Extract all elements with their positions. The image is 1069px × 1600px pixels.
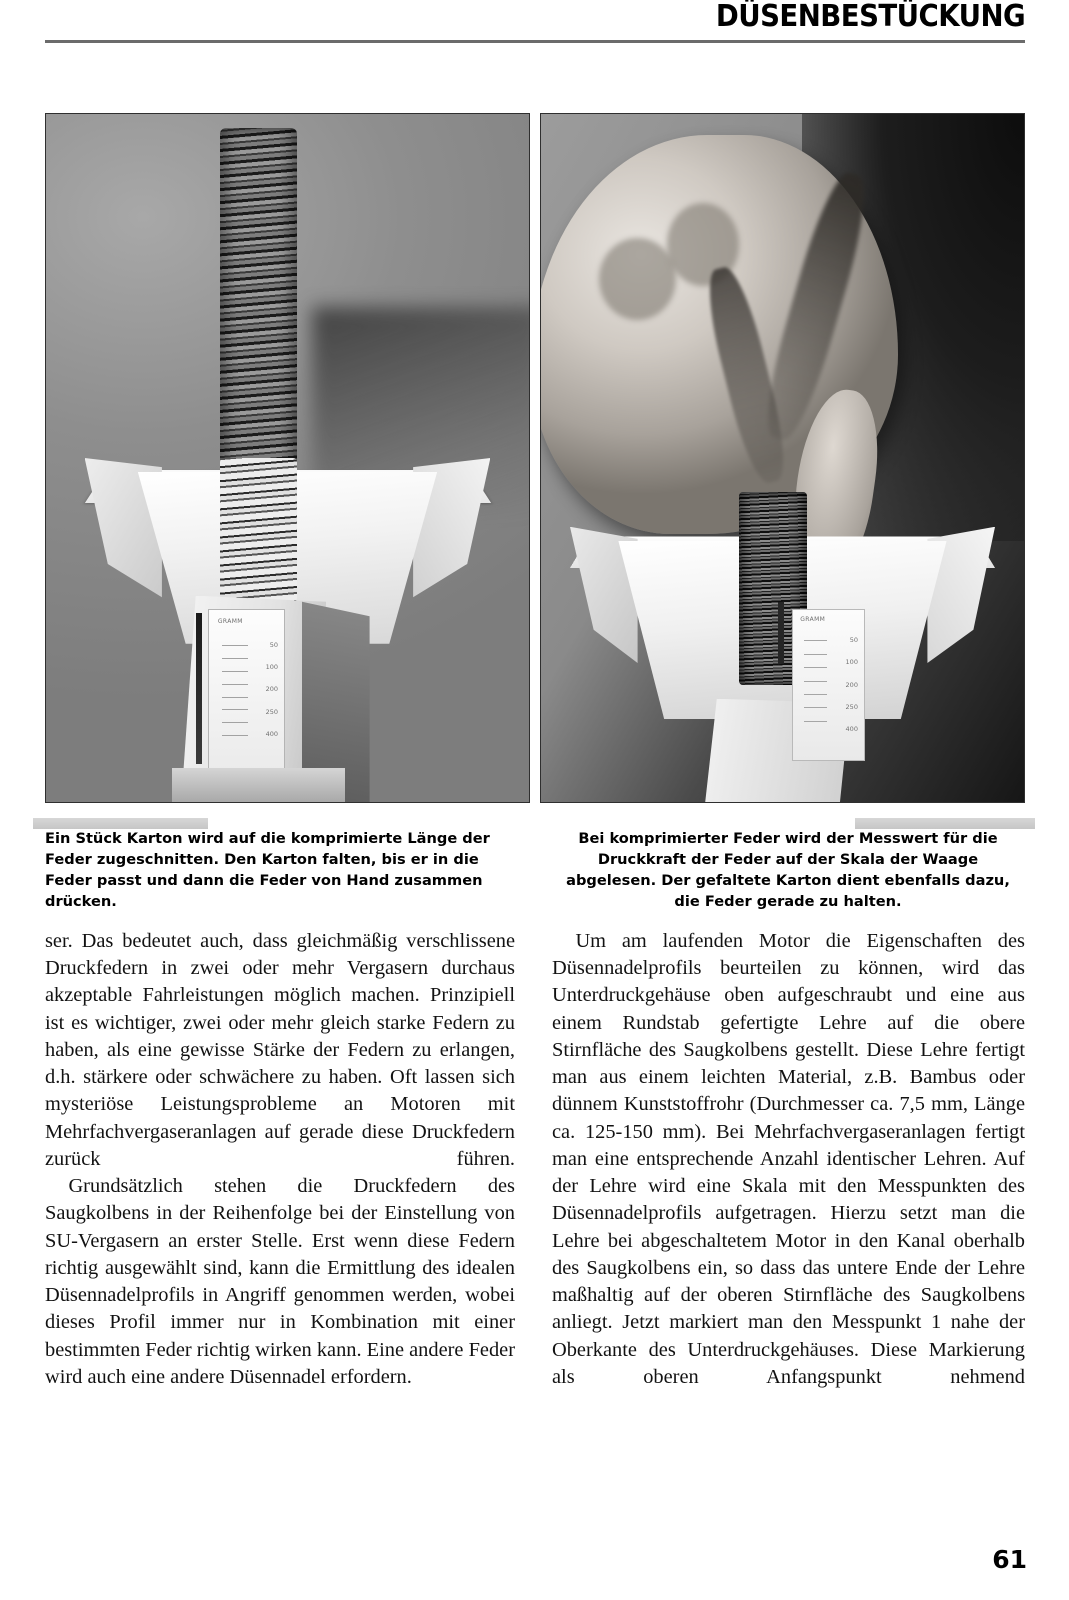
knuckle [599,238,676,321]
scale-tick [222,658,248,659]
figure-caption-right: Bei komprimierter Feder wird der Messwert für die Druckkraft der Feder auf der Skala der Waage abgelesen. Der gefaltete Karton dient ebenfalls dazu, die Feder gerade zu halten. [566,830,1010,911]
scale-tick [804,654,827,655]
scale-unit-label: GRAMM [800,616,826,624]
scale-number: 50 [269,640,279,649]
scale-number: 100 [265,663,279,672]
scale-number: 50 [849,635,858,644]
figure-row [45,113,1025,803]
scale-number: 200 [845,680,858,689]
scale-number: 400 [845,725,858,734]
scale-number: 200 [265,685,279,694]
scale-number: 250 [265,707,279,716]
scale-tick [804,721,827,722]
scale-dial-window [208,609,285,771]
page-title: DÜSENBESTÜCKUNG [715,0,1025,34]
scale-dial-window [792,609,864,760]
figure-spring-in-tray [45,113,530,803]
scale-number: 100 [845,658,858,667]
scale-tick [804,694,827,695]
scale-tick [222,697,248,698]
figure-hand-compressing-spring [540,113,1025,803]
scale-number: 400 [265,730,279,739]
page-number: 61 [992,1545,1027,1574]
scale-tick [222,684,248,685]
scale-tick [222,671,248,672]
scale-tick [804,667,827,668]
figure-caption-left: Ein Stück Karton wird auf die komprimierte Länge der Feder zugeschnitten. Den Karton falten, bis er in die Feder passt und dann die Feder von Hand zusammen drücken. [45,830,490,911]
scale-tick [804,681,827,682]
scale-needle [196,613,202,764]
page-header [45,0,1025,52]
scale-tick [222,709,248,710]
scale-foot [172,768,346,802]
paragraph: Um am laufenden Motor die Eigenschaften des Düsennadelprofils beurteilen zu können, wird das Unterdruckgehäuse oben aufgeschraubt und eine aus einem Rundstab gefertigte Lehre auf die obere Stirnfläche des Saugkolbens gestellt. Diese Lehre fertigt man aus einem leichten Material, z.B. Bambus oder dünnem Kunststoffrohr (Durchmesser ca. 7,5 mm, Länge ca. 125-150 mm). Bei Mehrfachvergaseranlagen fertigt man eine entsprechende Anzahl identischer Lehren. Auf der Lehre wird eine Skala mit den Messpunkten des Düsennadelprofils aufgetragen. Hierzu setzt man die Lehre bei abgeschaltetem Motor in den Kanal oberhalb des Saugkolbens ein, so dass das untere Ende der Lehre maßhaltig auf der oberen Stirnfläche des Saugkolbens anliegt. Jetzt markiert man den Messpunkt 1 nahe der Oberkante des Unterdruckgehäuses. Diese Markierung als oberen Anfangspunkt nehmend [552,930,1025,1388]
paragraph: ser. Das bedeutet auch, dass gleichmäßig verschlissene Druckfedern in zwei oder mehr Vergasern durchaus akzeptable Fahrleistungen möglich machen. Prinzipiell ist es wichtiger, zwei oder mehr gleich starke Federn zu haben, als eine gewisse Stärke der Federn zu erlangen, d.h. stärkere oder schwächere zu haben. Oft lassen sich mysteriöse Leistungsprobleme an Motoren mit Mehrfachvergaseranlagen auf gerade diese Druckfedern zurück führen. [45,930,515,1170]
scale-tick [804,640,827,641]
paragraph: Grundsätzlich stehen die Druckfedern des Saugkolbens in der Reihenfolge bei der Einstellung von SU-Vergasern an erster Stelle. Erst wenn diese Federn richtig ausgewählt sind, kann die Ermittlung des idealen Düsennadelprofils in Angriff genommen werden, wobei dieses Profil immer nur in Kombination mit einer bestimmten Feder richtig wirken kann. Eine andere Feder wird auch eine andere Düsennadel erfordern. [45,1175,515,1388]
coil-spring-lower [220,458,297,602]
header-rule [45,40,1025,43]
scale-tick [222,722,248,723]
body-column-right [552,928,1025,1391]
scale-tick [804,707,827,708]
scale-tick [222,645,248,646]
scale-needle [778,602,784,665]
scale-unit-label: GRAMM [217,618,243,626]
scale-number: 250 [845,702,858,711]
scale-tick [222,735,248,736]
body-column-left [45,928,515,1391]
